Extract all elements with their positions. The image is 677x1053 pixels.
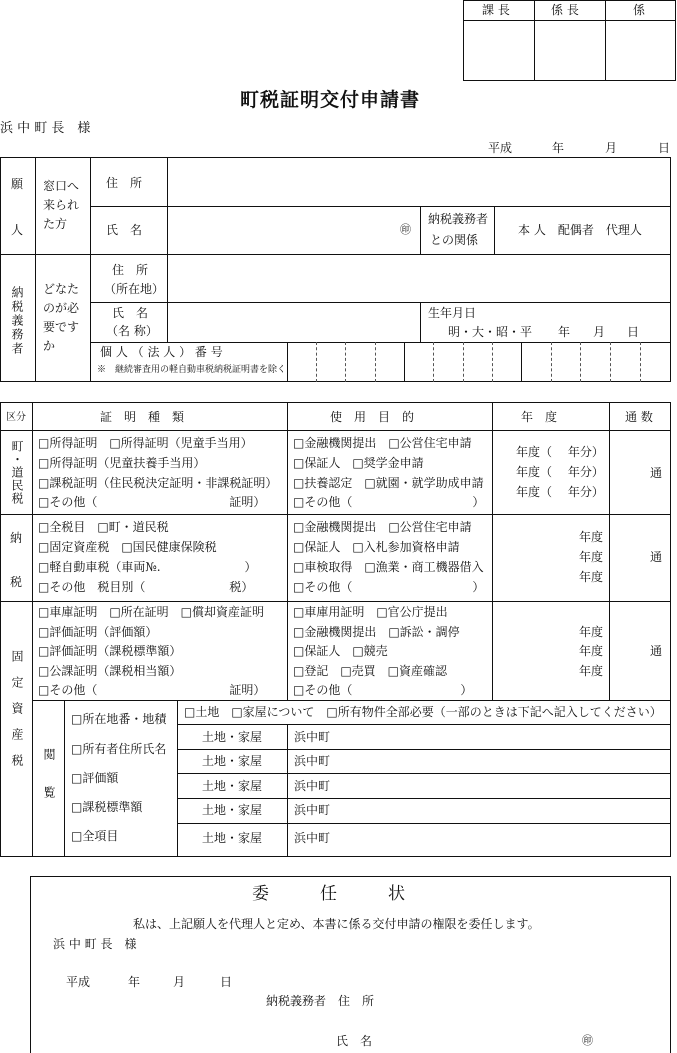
payment-type[interactable]: □全税目 □町・道民税 [38,520,169,534]
property-label: 固定資産税 [10,650,24,780]
payment-label-2: 税 [10,575,23,589]
proxy-taxpayer-address: 納税義務者 住 所 [266,994,375,1008]
applicant-name-label: 氏 名 [106,223,143,237]
payment-purpose[interactable]: □金融機関提出 □公営住宅申請 [293,520,472,534]
payment-label-1: 納 [10,531,23,545]
inspection-item[interactable]: □所在地番・地積 [71,712,167,726]
inspection-header[interactable]: □土地 □家屋について □所有物件全部必要（一部のときは下記へ記入してください） [184,705,662,719]
taxpayer-label: 納税義務者 [10,286,24,356]
town-tax-year: 年度（ 年分） [516,445,604,459]
col-year: 年 度 [521,410,558,424]
col-type: 証 明 種 類 [100,410,185,424]
town-tax-count: 通 [650,466,663,480]
applicant-label-2: 人 [11,223,24,237]
birth-label: 生年月日 [428,306,477,320]
who-label: どなた [43,282,80,296]
proxy-name-label: 氏 名 [336,1034,373,1048]
number-note: ※ 継続審査用の軽自動車税納税証明書を除く [97,365,287,375]
addressee: 浜 中 町 長 様 [0,121,91,136]
col-kubun: 区分 [6,412,26,423]
property-count: 通 [650,644,663,658]
town-tax-purpose[interactable]: □金融機関提出 □公営住宅申請 [293,436,472,450]
proxy-title: 委 任 状 [252,884,405,904]
applicant-label-1: 願 [11,177,24,191]
taxpayer-name-label: 氏 名 [112,306,149,320]
approval-kacho: 課 長 [482,3,510,17]
town-tax-label: 町・道民税 [10,440,24,505]
inspection-row-town: 浜中町 [294,730,331,744]
inspection-row-kind: 土地・家屋 [202,730,263,744]
taxpayer-address-label: 住 所 [112,263,149,277]
proxy-seal: ㊞ [582,1034,593,1047]
payment-year: 年度 [579,530,604,544]
property-purpose[interactable]: □車庫用証明 □官公庁提出 [293,605,448,619]
approval-kakari: 係 [633,3,646,17]
visitor-label: 窓口へ [43,179,80,193]
birth-eras[interactable]: 明・大・昭・平 [448,325,533,339]
number-label: 個 人 （ 法 人 ） 番 号 [100,345,223,359]
page-title: 町税証明交付申請書 [240,89,421,111]
proxy-addressee: 浜 中 町 長 様 [53,937,137,951]
relation-label: 納税義務者 [428,212,489,226]
proxy-text: 私は、上記願人を代理人と定め、本書に係る交付申請の権限を委任します。 [133,917,540,931]
col-count: 通 数 [625,410,653,424]
relation-options[interactable]: 本 人 配偶者 代理人 [518,223,642,237]
payment-count: 通 [650,550,663,564]
property-year: 年度 [579,625,604,639]
property-type[interactable]: □車庫証明 □所在証明 □償却資産証明 [38,605,265,619]
inspection-label: 閲覧 [42,748,56,824]
applicant-address-label: 住 所 [106,176,143,190]
col-purpose: 使 用 目 的 [330,410,415,424]
town-tax-type[interactable]: □所得証明 □所得証明（児童手当用） [38,436,253,450]
seal-mark: ㊞ [400,223,411,236]
approval-kakaricho: 係 長 [551,3,579,17]
